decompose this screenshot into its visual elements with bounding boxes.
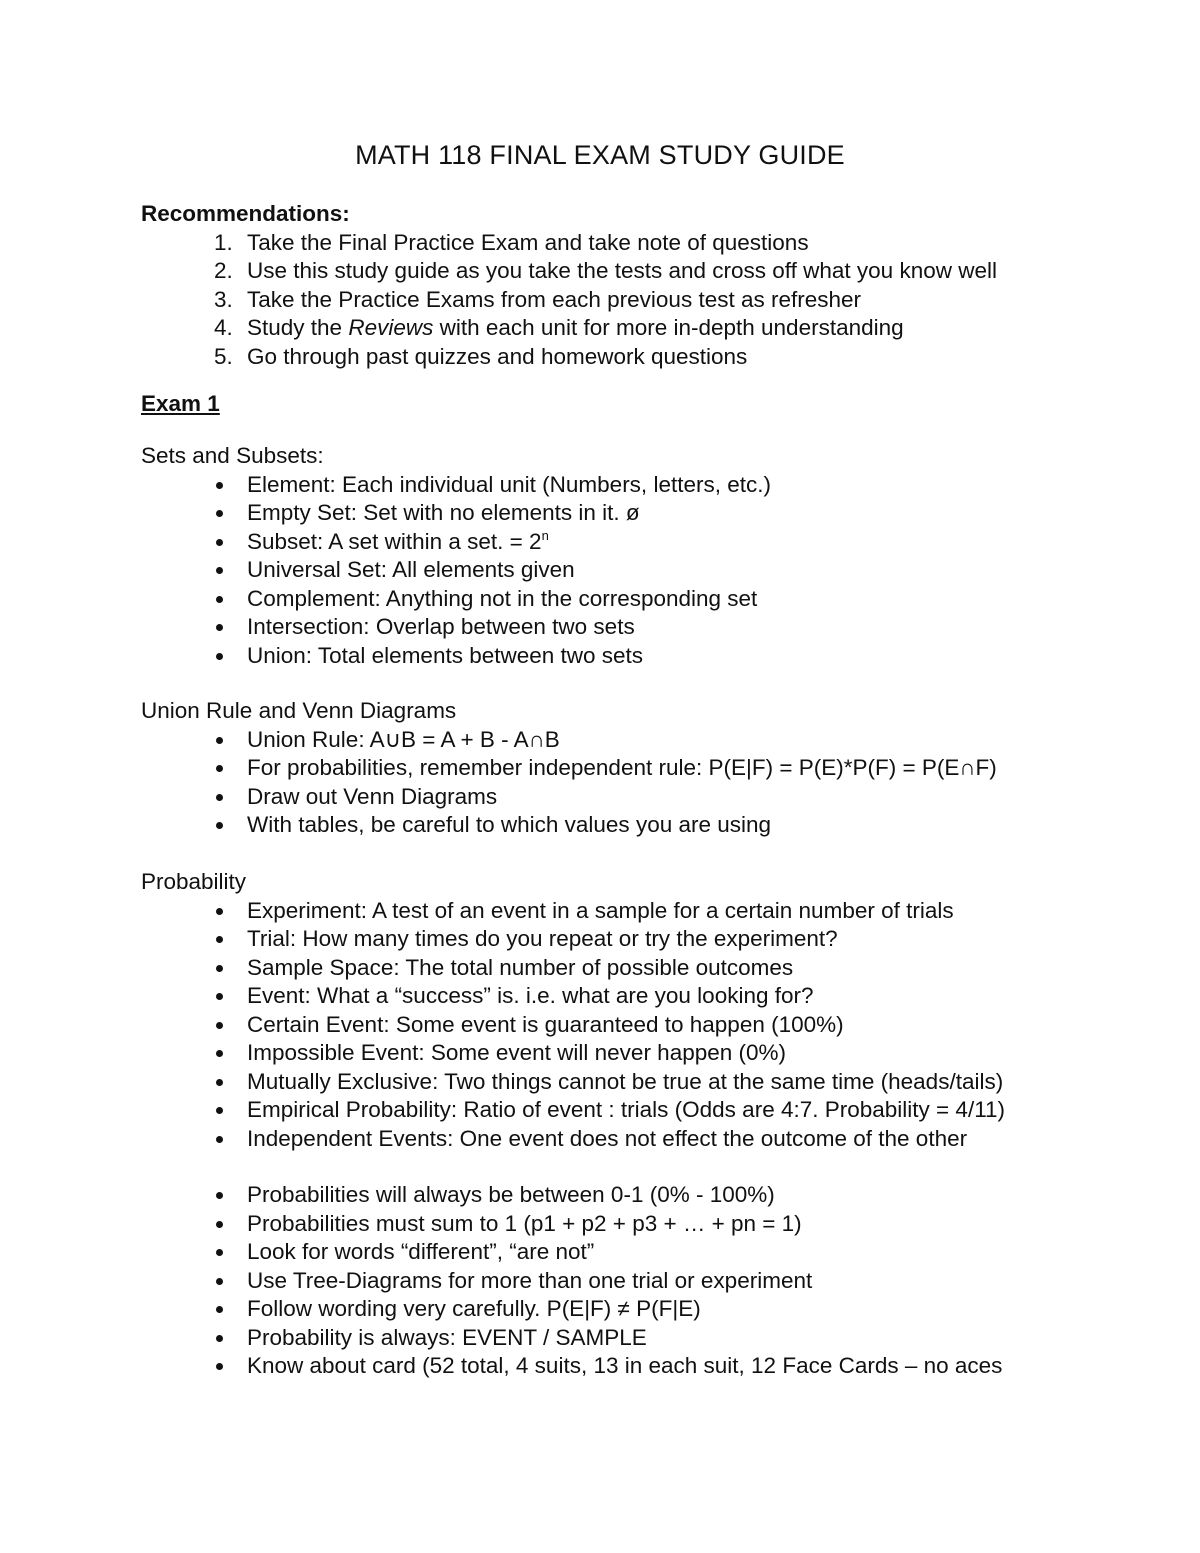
list-item bbox=[141, 726, 1101, 755]
recommendations-list bbox=[141, 229, 1101, 372]
bullet-icon bbox=[216, 1249, 223, 1256]
item-text: Know about card (52 total, 4 suits, 13 in each suit, 12 Face Cards – no aces bbox=[247, 1353, 1003, 1378]
item-text: Experiment: A test of an event in a sample for a certain number of trials bbox=[247, 897, 954, 923]
page-title: MATH 118 FINAL EXAM STUDY GUIDE bbox=[355, 140, 845, 170]
item-number: 2. bbox=[214, 258, 233, 283]
sets-list bbox=[141, 471, 1101, 671]
item-text: Probabilities will always be between 0-1 (0% - 100%) bbox=[247, 1182, 775, 1207]
list-item bbox=[141, 925, 1101, 954]
bullet-icon bbox=[216, 908, 223, 915]
list-item bbox=[141, 613, 1101, 642]
list-item bbox=[141, 1238, 1101, 1267]
bullet-icon bbox=[216, 794, 223, 801]
bullet-icon bbox=[216, 1192, 223, 1199]
list-item bbox=[141, 642, 1101, 671]
item-text: Go through past quizzes and homework questions bbox=[247, 343, 748, 369]
sets-heading: Sets and Subsets: bbox=[141, 443, 324, 468]
item-text: Probabilities must sum to 1 (p1 + p2 + p3 + … + pn = 1) bbox=[247, 1210, 802, 1236]
item-text-emphasis: Reviews bbox=[348, 315, 434, 340]
list-item bbox=[141, 499, 1101, 528]
bullet-icon bbox=[216, 1050, 223, 1057]
probability-list bbox=[141, 897, 1101, 1154]
probability-section bbox=[141, 868, 1101, 1153]
list-item bbox=[141, 528, 1101, 557]
bullet-icon bbox=[216, 1107, 223, 1114]
item-text: With tables, be careful to which values you are using bbox=[247, 812, 772, 837]
sets-section bbox=[141, 442, 1101, 670]
list-item bbox=[141, 1096, 1101, 1125]
list-item bbox=[141, 286, 1101, 315]
bullet-icon bbox=[216, 765, 223, 772]
item-text: Follow wording very carefully. P(E|F) ≠ P(F|E) bbox=[247, 1296, 701, 1321]
list-item bbox=[141, 982, 1101, 1011]
item-text: Universal Set: All elements given bbox=[247, 557, 575, 582]
list-item bbox=[141, 1125, 1101, 1154]
list-item bbox=[141, 754, 1101, 783]
bullet-icon bbox=[216, 737, 223, 744]
item-number: 5. bbox=[214, 343, 233, 369]
recommendations-section bbox=[141, 200, 1101, 371]
list-item bbox=[141, 585, 1101, 614]
bullet-icon bbox=[216, 653, 223, 660]
list-item bbox=[141, 783, 1101, 812]
list-item bbox=[141, 1011, 1101, 1040]
bullet-icon bbox=[216, 539, 223, 546]
bullet-icon bbox=[216, 510, 223, 517]
item-text: Union Rule: A∪B = A + B - A∩B bbox=[247, 726, 560, 752]
item-text: Impossible Event: Some event will never happen (0%) bbox=[247, 1040, 787, 1065]
bullet-icon bbox=[216, 567, 223, 574]
list-item bbox=[141, 229, 1101, 258]
bullet-icon bbox=[216, 624, 223, 631]
probability-heading: Probability bbox=[141, 869, 247, 894]
list-item bbox=[141, 556, 1101, 585]
item-text: Certain Event: Some event is guaranteed to happen (100%) bbox=[247, 1011, 844, 1037]
list-item bbox=[141, 1210, 1101, 1239]
bullet-icon bbox=[216, 936, 223, 943]
list-item bbox=[141, 471, 1101, 500]
bullet-icon bbox=[216, 822, 223, 829]
item-text: Intersection: Overlap between two sets bbox=[247, 614, 635, 639]
bullet-icon bbox=[216, 993, 223, 1000]
bullet-icon bbox=[216, 1278, 223, 1285]
item-text: Look for words “different”, “are not” bbox=[247, 1239, 595, 1264]
item-number: 3. bbox=[214, 286, 233, 312]
list-item bbox=[141, 1181, 1101, 1210]
item-text: Element: Each individual unit (Numbers, letters, etc.) bbox=[247, 471, 771, 497]
superscript: n bbox=[541, 527, 549, 543]
union-section bbox=[141, 697, 1101, 840]
bullet-icon bbox=[216, 1221, 223, 1228]
probability-tips-list bbox=[141, 1181, 1101, 1381]
item-text: Empirical Probability: Ratio of event : trials (Odds are 4:7. Probability = 4/11) bbox=[247, 1097, 1006, 1122]
list-item bbox=[141, 1324, 1101, 1353]
item-text: Take the Final Practice Exam and take note of questions bbox=[247, 229, 809, 255]
item-text: Empty Set: Set with no elements in it. ø bbox=[247, 500, 640, 525]
bullet-icon bbox=[216, 1306, 223, 1313]
recommendations-heading: Recommendations: bbox=[141, 201, 350, 226]
list-item bbox=[141, 343, 1101, 372]
list-item bbox=[141, 954, 1101, 983]
item-text: Trial: How many times do you repeat or try the experiment? bbox=[247, 926, 838, 951]
item-text: Subset: A set within a set. = 2 bbox=[247, 528, 542, 554]
item-text: Draw out Venn Diagrams bbox=[247, 783, 498, 809]
list-item bbox=[141, 1352, 1101, 1381]
list-item bbox=[141, 314, 1101, 343]
union-heading: Union Rule and Venn Diagrams bbox=[141, 698, 457, 723]
bullet-icon bbox=[216, 1363, 223, 1370]
item-text: Independent Events: One event does not effect the outcome of the other bbox=[247, 1125, 968, 1151]
bullet-icon bbox=[216, 965, 223, 972]
bullet-icon bbox=[216, 482, 223, 489]
list-item bbox=[141, 257, 1101, 286]
list-item bbox=[141, 1068, 1101, 1097]
item-text: Sample Space: The total number of possible outcomes bbox=[247, 954, 794, 980]
item-text: Use Tree-Diagrams for more than one trial or experiment bbox=[247, 1267, 813, 1293]
item-text: Mutually Exclusive: Two things cannot be true at the same time (heads/tails) bbox=[247, 1068, 1004, 1094]
bullet-icon bbox=[216, 1335, 223, 1342]
item-text-post: with each unit for more in-depth understanding bbox=[433, 315, 904, 340]
item-text-pre: Study the bbox=[247, 315, 349, 340]
bullet-icon bbox=[216, 1079, 223, 1086]
item-text: Event: What a “success” is. i.e. what are you looking for? bbox=[247, 983, 814, 1008]
union-list bbox=[141, 726, 1101, 840]
list-item bbox=[141, 1267, 1101, 1296]
item-text: Use this study guide as you take the tests and cross off what you know well bbox=[247, 258, 997, 283]
item-text: Take the Practice Exams from each previous test as refresher bbox=[247, 286, 862, 312]
list-item bbox=[141, 1295, 1101, 1324]
bullet-icon bbox=[216, 1136, 223, 1143]
probability-tips-section bbox=[141, 1181, 1101, 1381]
item-text: For probabilities, remember independent rule: P(E|F) = P(E)*P(F) = P(E∩F) bbox=[247, 755, 997, 780]
list-item bbox=[141, 897, 1101, 926]
item-text: Complement: Anything not in the corresponding set bbox=[247, 585, 758, 611]
item-number: 1. bbox=[214, 229, 233, 255]
item-text: Probability is always: EVENT / SAMPLE bbox=[247, 1324, 647, 1350]
bullet-icon bbox=[216, 596, 223, 603]
list-item bbox=[141, 1039, 1101, 1068]
item-number: 4. bbox=[214, 315, 233, 340]
item-text: Union: Total elements between two sets bbox=[247, 642, 644, 668]
bullet-icon bbox=[216, 1022, 223, 1029]
exam1-heading: Exam 1 bbox=[141, 391, 220, 416]
list-item bbox=[141, 811, 1101, 840]
